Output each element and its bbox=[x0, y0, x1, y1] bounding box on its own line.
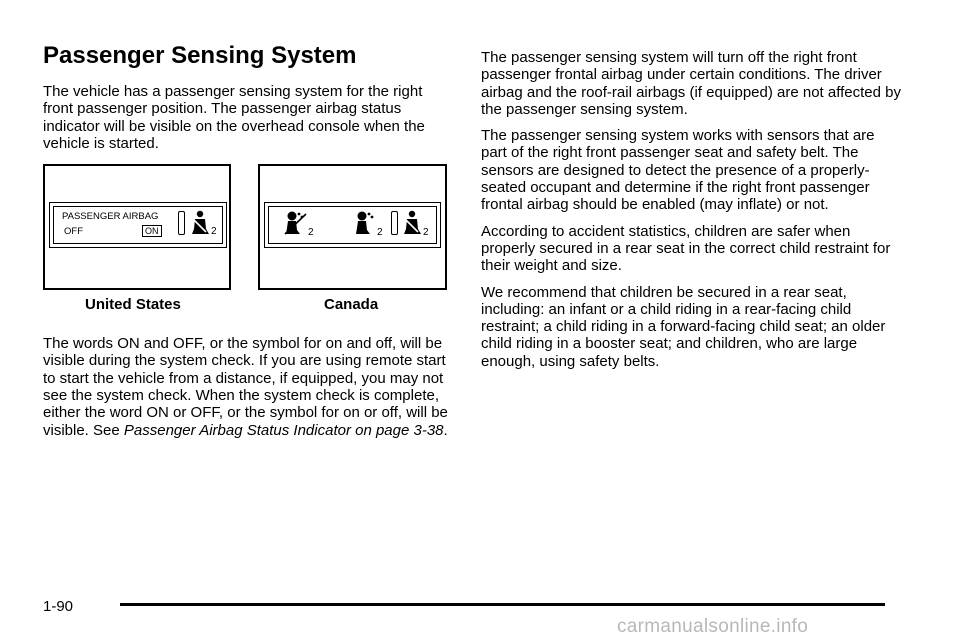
airbag-on-symbol-icon bbox=[354, 210, 378, 236]
indicator-lamp bbox=[391, 211, 398, 235]
body-paragraph: The passenger sensing system will turn off the right front passenger frontal airbag under certain conditions. The driver airbag and the roof-rail airbags (if equipped) are not affected by the passenger sensing system. bbox=[481, 49, 901, 118]
canada-indicator-figure bbox=[258, 164, 447, 290]
page-number: 1-90 bbox=[43, 598, 74, 615]
body-paragraph: According to accident statistics, children are safer when properly secured in a rear seat in the correct child restraint for their weight and size. bbox=[481, 222, 891, 275]
us-indicator-figure bbox=[43, 164, 231, 290]
subscript-2: 2 bbox=[211, 226, 217, 238]
seatbelt-occupant-icon bbox=[189, 210, 211, 236]
passenger-airbag-label: PASSENGER AIRBAG bbox=[62, 211, 159, 223]
intro-paragraph: The vehicle has a passenger sensing system for the right front passenger position. The passenger airbag status indicator will be visible on the overhead console when the vehicle is started. bbox=[43, 83, 425, 152]
right-column bbox=[481, 49, 901, 379]
off-label: OFF bbox=[64, 226, 83, 238]
subscript-2: 2 bbox=[308, 227, 314, 239]
watermark: carmanualsonline.info bbox=[617, 616, 809, 637]
seatbelt-occupant-icon bbox=[401, 210, 423, 236]
system-check-paragraph: The words ON and OFF, or the symbol for on and off, will be visible during the system check. If you are using remote start to start the vehicle from a distance, if equipped, you may not see the system check. When the system check is complete, either the word ON or OFF, or the symbol for on or off, will be visible. See Passenger Airbag Status Indicator on page 3-38. bbox=[43, 335, 448, 439]
subscript-2: 2 bbox=[377, 227, 383, 239]
indicator-lamp bbox=[178, 211, 185, 235]
us-caption: United States bbox=[85, 296, 181, 314]
airbag-off-symbol-icon bbox=[284, 210, 308, 236]
cross-reference-link: Passenger Airbag Status Indicator on page 3-38 bbox=[123, 421, 444, 439]
indicator-figures bbox=[43, 164, 449, 329]
body-paragraph: The passenger sensing system works with sensors that are part of the right front passenger seat and safety belt. The sensors are designed to detect the presence of a properly-seated occupant and determine if the right front passenger frontal airbag should be enabled (may inflate) or not. bbox=[481, 127, 875, 214]
page-title: Passenger Sensing System bbox=[43, 42, 357, 69]
body-paragraph: We recommend that children be secured in a rear seat, including: an infant or a child riding in a rear-facing child restraint; a child riding in a forward-facing child seat; an older child riding in a booster seat; and children, who are large enough, using safety belts. bbox=[481, 283, 886, 370]
footer-divider bbox=[120, 603, 885, 606]
subscript-2: 2 bbox=[423, 227, 429, 239]
canada-caption: Canada bbox=[324, 296, 379, 314]
on-label: ON bbox=[142, 225, 162, 237]
left-column bbox=[43, 42, 449, 448]
